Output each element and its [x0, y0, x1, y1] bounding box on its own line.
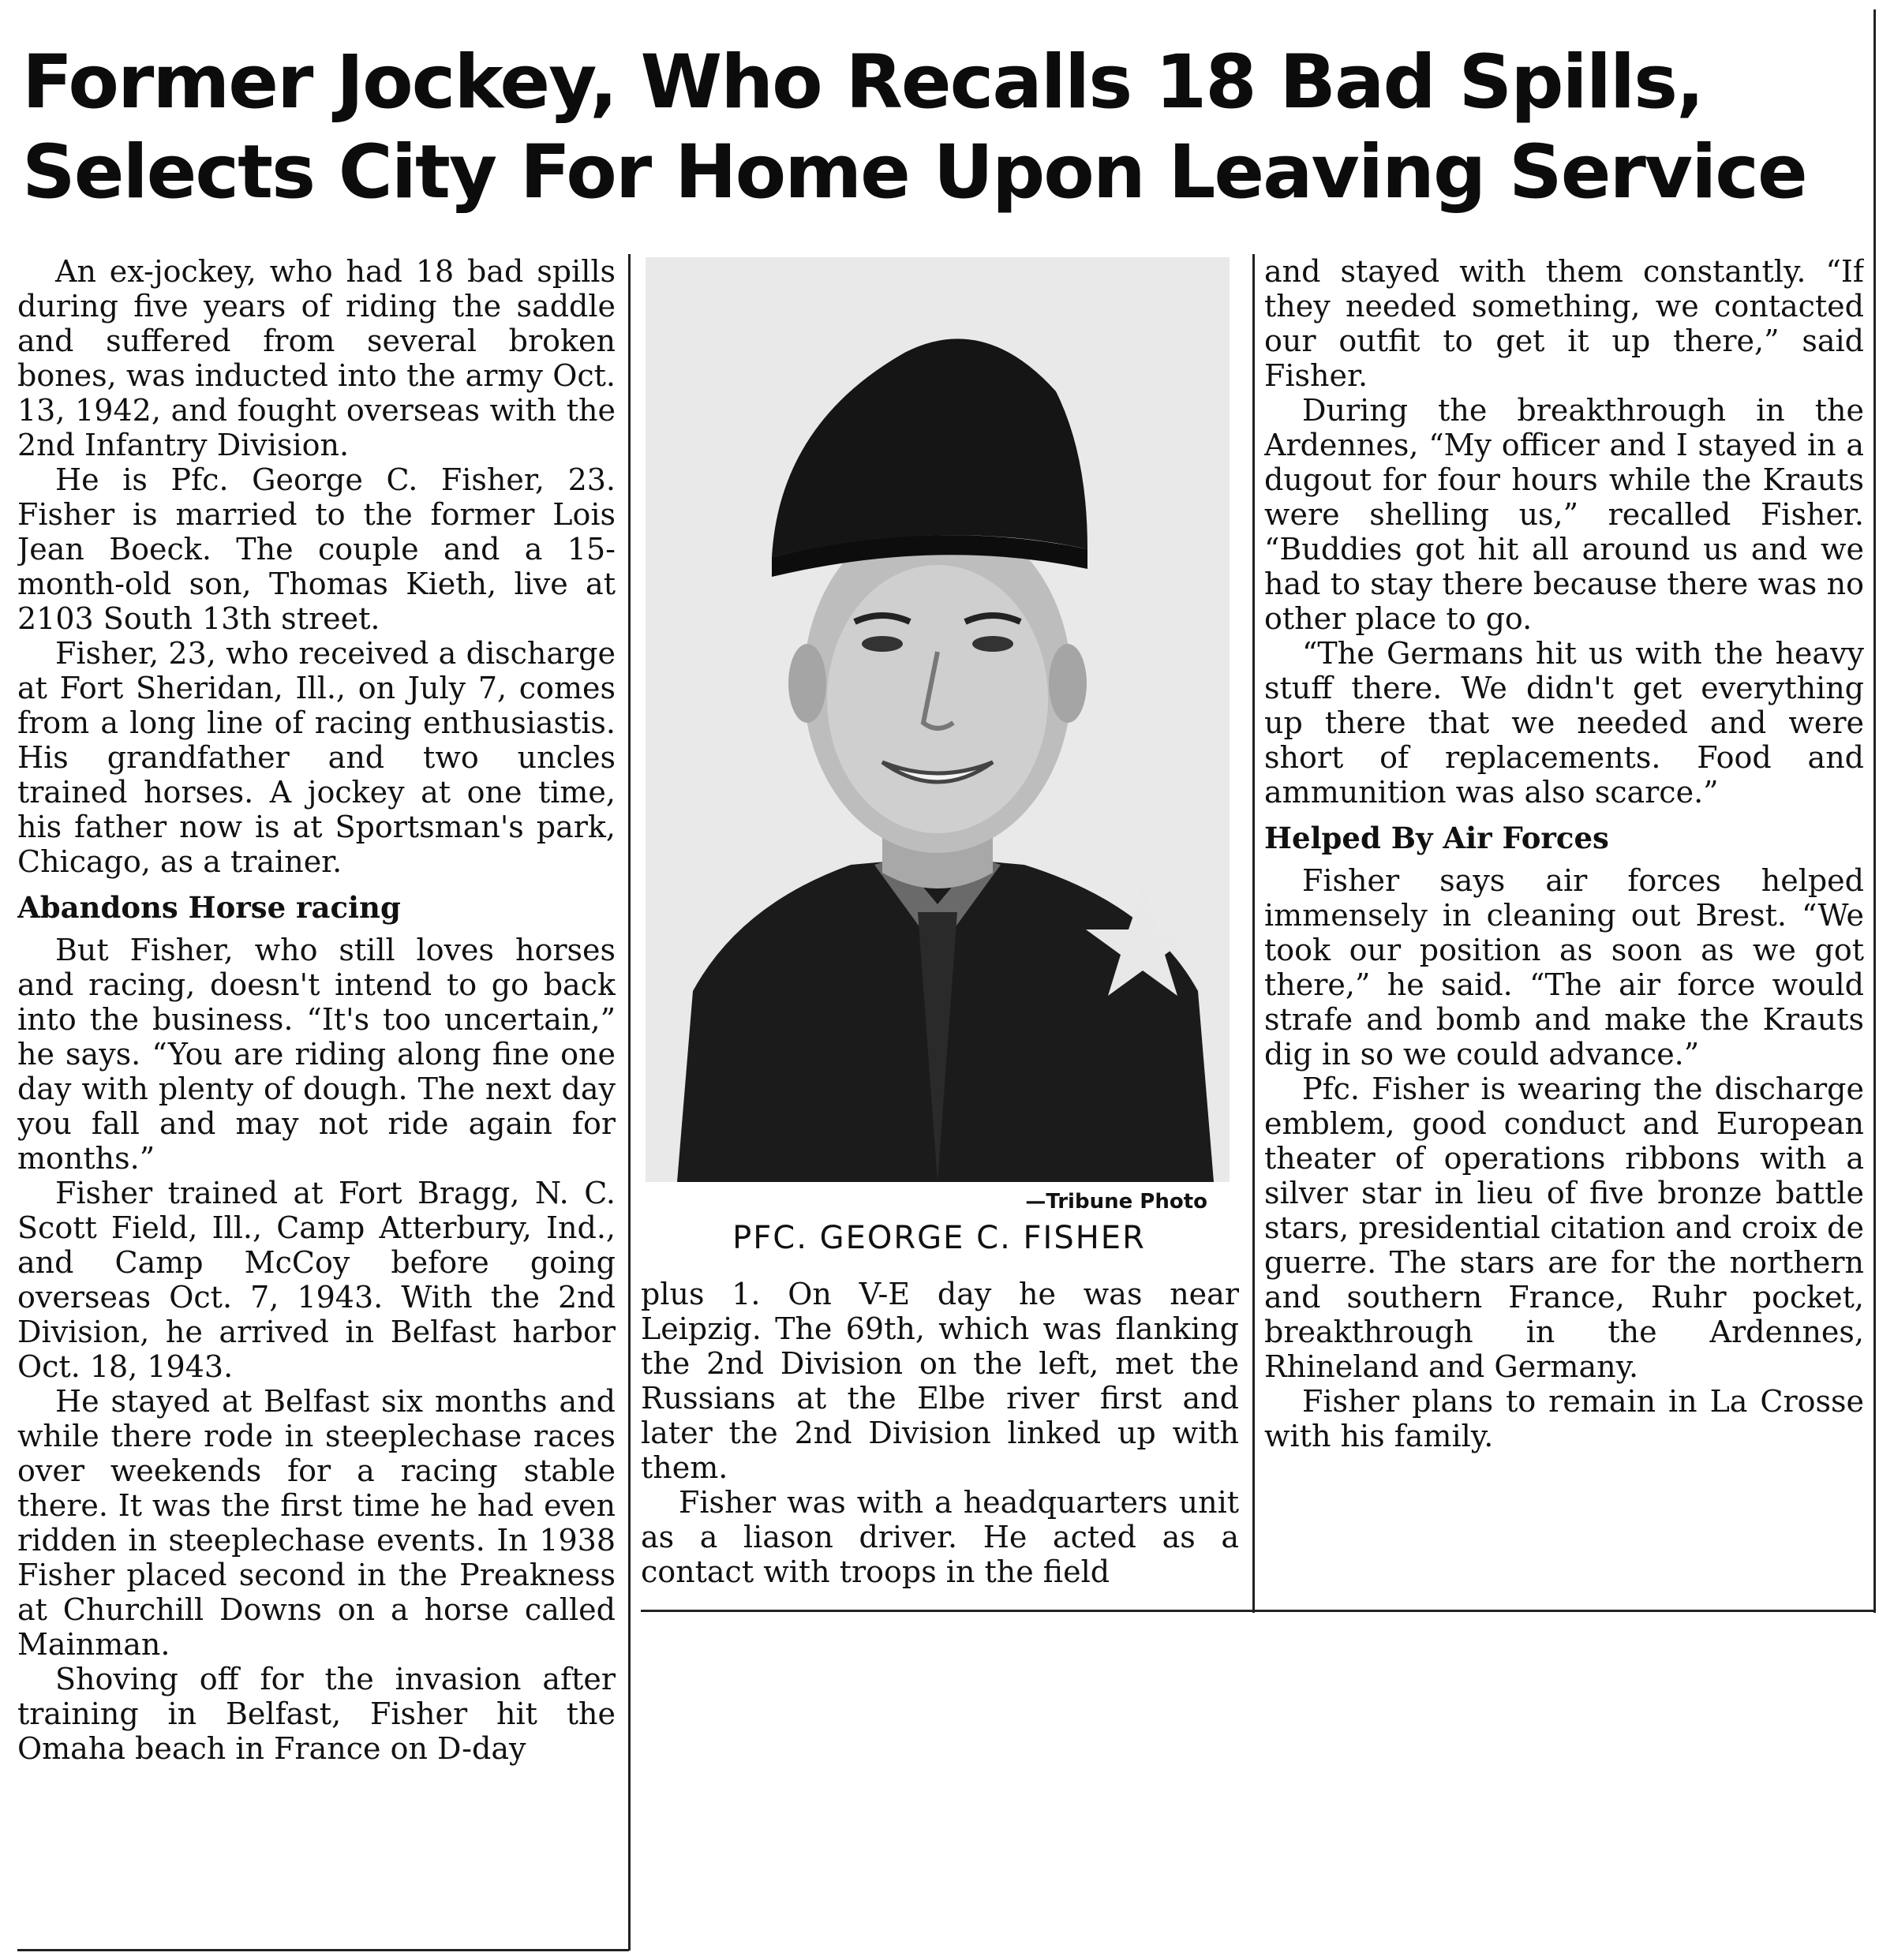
- photo-caption: PFC. GEORGE C. FISHER: [732, 1220, 1146, 1256]
- article-column-2: [641, 1277, 1239, 1608]
- column-rule-right: [1252, 254, 1255, 1613]
- paragraph: He stayed at Belfast six months and while there rode in steeplechase races over weekends for a racing stable there. It was the first time he had even ridden in steeplechase events. In 1938 Fisher placed second in the Preakness at Churchill Downs on a horse called Mainman.: [17, 1384, 616, 1662]
- paragraph: “The Germans hit us with the heavy stuff there. We didn't get everything up there that we needed and were short of replacements. Food and ammunition was also scarce.”: [1264, 636, 1864, 810]
- paragraph: Fisher, 23, who received a discharge at Fort Sheridan, Ill., on July 7, comes from a long line of racing enthusiastis. His grandfather and two uncles trained horses. A jockey at one time, his father now is at Sportsman's park, Chicago, as a trainer.: [17, 636, 616, 879]
- article-column-1: [17, 254, 616, 1943]
- paragraph: But Fisher, who still loves horses and racing, doesn't intend to go back into the business. “It's too uncertain,” he says. “You are riding along fine one day with plenty of dough. The next day you fall and may not ride again for months.”: [17, 933, 616, 1176]
- paragraph: Fisher plans to remain in La Crosse with his family.: [1264, 1384, 1864, 1453]
- photo-credit: —Tribune Photo: [1025, 1190, 1207, 1214]
- paragraph: Fisher says air forces helped immensely in cleaning out Brest. “We took our position as soon as we got there,” he said. “The air force would strafe and bomb and make the Krauts dig in so we could advance.”: [1264, 863, 1864, 1072]
- border-right: [1873, 9, 1876, 1613]
- article-column-3: [1264, 254, 1864, 1595]
- paragraph: An ex-jockey, who had 18 bad spills during five years of riding the saddle and suffered from several broken bones, was inducted into the army Oct. 13, 1942, and fought overseas with the 2nd Infantry Division.: [17, 254, 616, 462]
- paragraph: Fisher trained at Fort Bragg, N. C. Scott Field, Ill., Camp Atterbury, Ind., and Camp McCoy before going overseas Oct. 7, 1943. With the 2nd Division, he arrived in Belfast harbor Oct. 18, 1943.: [17, 1176, 616, 1384]
- paragraph: Pfc. Fisher is wearing the discharge emblem, good conduct and European theater of operations ribbons with a silver star in lieu of five bronze battle stars, presidential citation and croix de guerre. The stars are for the northern and southern France, Ruhr pocket, breakthrough in the Ardennes, Rhineland and Germany.: [1264, 1072, 1864, 1384]
- soldier-portrait-photo: [646, 257, 1230, 1182]
- paragraph: Shoving off for the invasion after training in Belfast, Fisher hit the Omaha beach in France on D-day: [17, 1662, 616, 1766]
- portrait-photo-icon: [646, 257, 1230, 1182]
- headline-line-2: Selects City For Home Upon Leaving Service: [22, 129, 1806, 215]
- paragraph: During the breakthrough in the Ardennes, “My officer and I stayed in a dugout for four hours while the Krauts were shelling us,” recalled Fisher. “Buddies got hit all around us and we had to stay there because there was no other place to go.: [1264, 393, 1864, 636]
- column-rule-left: [628, 254, 631, 1951]
- paragraph: plus 1. On V-E day he was near Leipzig. The 69th, which was flanking the 2nd Division on the left, met the Russians at the Elbe river first and later the 2nd Division linked up with them.: [641, 1277, 1239, 1485]
- subheading: Helped By Air Forces: [1264, 821, 1609, 855]
- headline-line-1: Former Jockey, Who Recalls 18 Bad Spills,: [22, 39, 1703, 125]
- bottom-rule-right: [641, 1610, 1876, 1612]
- subheading: Abandons Horse racing: [17, 890, 401, 925]
- bottom-rule-left: [17, 1949, 629, 1951]
- headline: [22, 38, 1837, 218]
- paragraph: and stayed with them constantly. “If they needed something, we contacted our outfit to get it up there,” said Fisher.: [1264, 254, 1864, 393]
- paragraph: He is Pfc. George C. Fisher, 23. Fisher is married to the former Lois Jean Boeck. The couple and a 15-month-old son, Thomas Kieth, live at 2103 South 13th street.: [17, 462, 616, 636]
- paragraph: Fisher was with a headquarters unit as a liason driver. He acted as a contact with troops in the field: [641, 1485, 1239, 1589]
